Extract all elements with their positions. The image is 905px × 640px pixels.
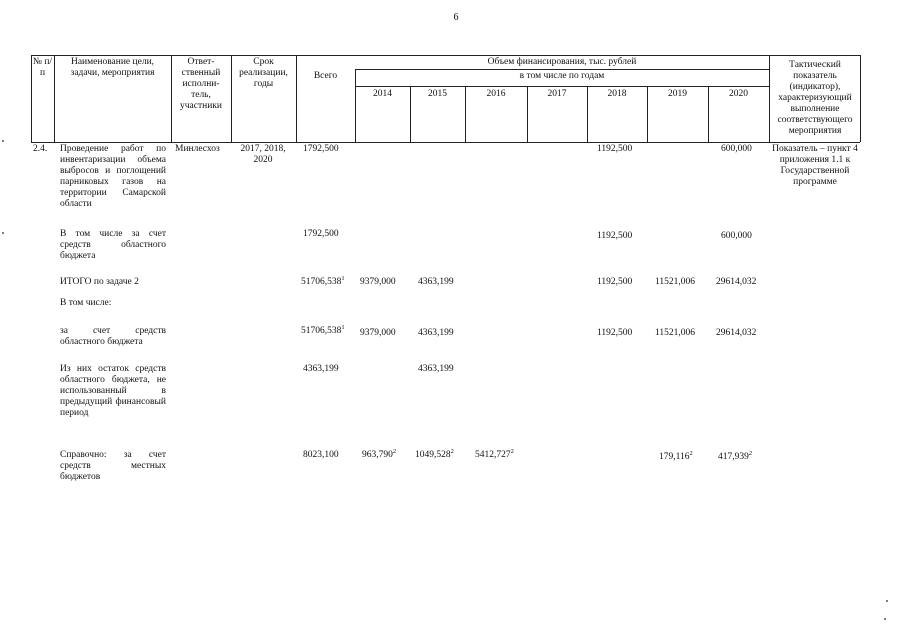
funding-subheader-line (355, 69, 769, 70)
row-value-2018: 1192,500 (597, 277, 633, 287)
row-value-2019: 179,116$^2$ (659, 449, 693, 462)
row-value-2014: 9379,000 (360, 328, 396, 338)
row-term: 2017, 2018, 2020 (240, 144, 286, 165)
row-value-2018: 1192,500 (597, 231, 633, 241)
row-number: 2.4. (33, 144, 48, 154)
row-total: 8023,100 (303, 450, 339, 460)
row-value-2020: 29614,032 (716, 277, 757, 287)
row-total: 1792,500 (303, 144, 339, 154)
header-col-total: Всего (313, 71, 338, 81)
header-col-num: № п/п (32, 57, 53, 78)
row-name: ИТОГО по задаче 2 (60, 277, 139, 287)
row-value-2019: 11521,006 (655, 328, 696, 338)
header-year-2015: 2015 (428, 89, 447, 99)
row-value-2020: 600,000 (721, 144, 752, 154)
years-subheader-line (355, 86, 769, 87)
header-col-name: Наименование цели, задачи, мероприятия (70, 57, 155, 78)
header-col-term: Срок реализации, годы (239, 57, 288, 89)
header-col-by-years: в том числе по годам (519, 71, 605, 81)
row-name: Из них остаток средств областного бюджета, не использованный в предыдущий финансовый период (60, 364, 166, 418)
row-value-2018: 1192,500 (597, 328, 633, 338)
header-year-2016: 2016 (486, 89, 506, 99)
header-year-2018: 2018 (607, 89, 627, 99)
row-total: 1792,500 (303, 229, 339, 239)
scan-mark (2, 232, 4, 234)
header-col-indicator: Тактический показатель (индикатор), характеризующий выполнение соответствующего мероприятия (777, 60, 853, 136)
row-value-2014: 963,790$^2$ (362, 447, 397, 460)
row-value-2019: 11521,006 (655, 277, 696, 287)
table-top-border (31, 55, 860, 56)
row-value-2015: 4363,199 (418, 364, 454, 374)
row-name: Справочно: за счет средств местных бюджетов (60, 450, 166, 482)
row-value-2020: 417,939$^2$ (718, 449, 753, 462)
header-bottom-border (31, 142, 860, 143)
header-year-2014: 2014 (373, 89, 392, 99)
header-year-2019: 2019 (668, 89, 687, 99)
row-total: 51706,538$^1$ (301, 323, 345, 336)
row-responsible: Минлесхоз (175, 144, 220, 154)
row-name: за счет средств областного бюджета (60, 326, 166, 347)
row-value-2020: 600,000 (721, 231, 752, 241)
header-col-responsible: Ответ-ственный исполни-тель, участники (180, 57, 222, 111)
row-total: 4363,199 (303, 364, 339, 374)
row-value-2016: 5412,727$^2$ (475, 447, 514, 460)
row-value-2015: 4363,199 (418, 328, 454, 338)
page-number: 6 (453, 12, 459, 23)
header-year-2017: 2017 (547, 89, 567, 99)
row-value-2014: 9379,000 (360, 277, 396, 287)
scan-mark (2, 140, 4, 142)
row-name: В том числе за счет средств областного бюджета (60, 229, 166, 261)
scan-mark (886, 600, 888, 602)
row-value-2015: 1049,528$^2$ (415, 447, 454, 460)
row-value-2015: 4363,199 (418, 277, 454, 287)
row-total: 51706,538$^1$ (301, 274, 345, 287)
row-value-2018: 1192,500 (597, 144, 633, 154)
header-year-2020: 2020 (729, 89, 748, 99)
header-col-funding: Объем финансирования, тыс. рублей (487, 57, 637, 67)
row-name: В том числе: (60, 298, 112, 308)
row-value-2020: 29614,032 (716, 328, 757, 338)
scan-mark (884, 618, 886, 620)
row-indicator: Показатель – пункт 4 приложения 1.1 к Государственной программе (772, 144, 858, 187)
row-name: Проведение работ по инвентаризации объема выбросов и поглощений парниковых газов на территории Самарской области (60, 144, 166, 209)
